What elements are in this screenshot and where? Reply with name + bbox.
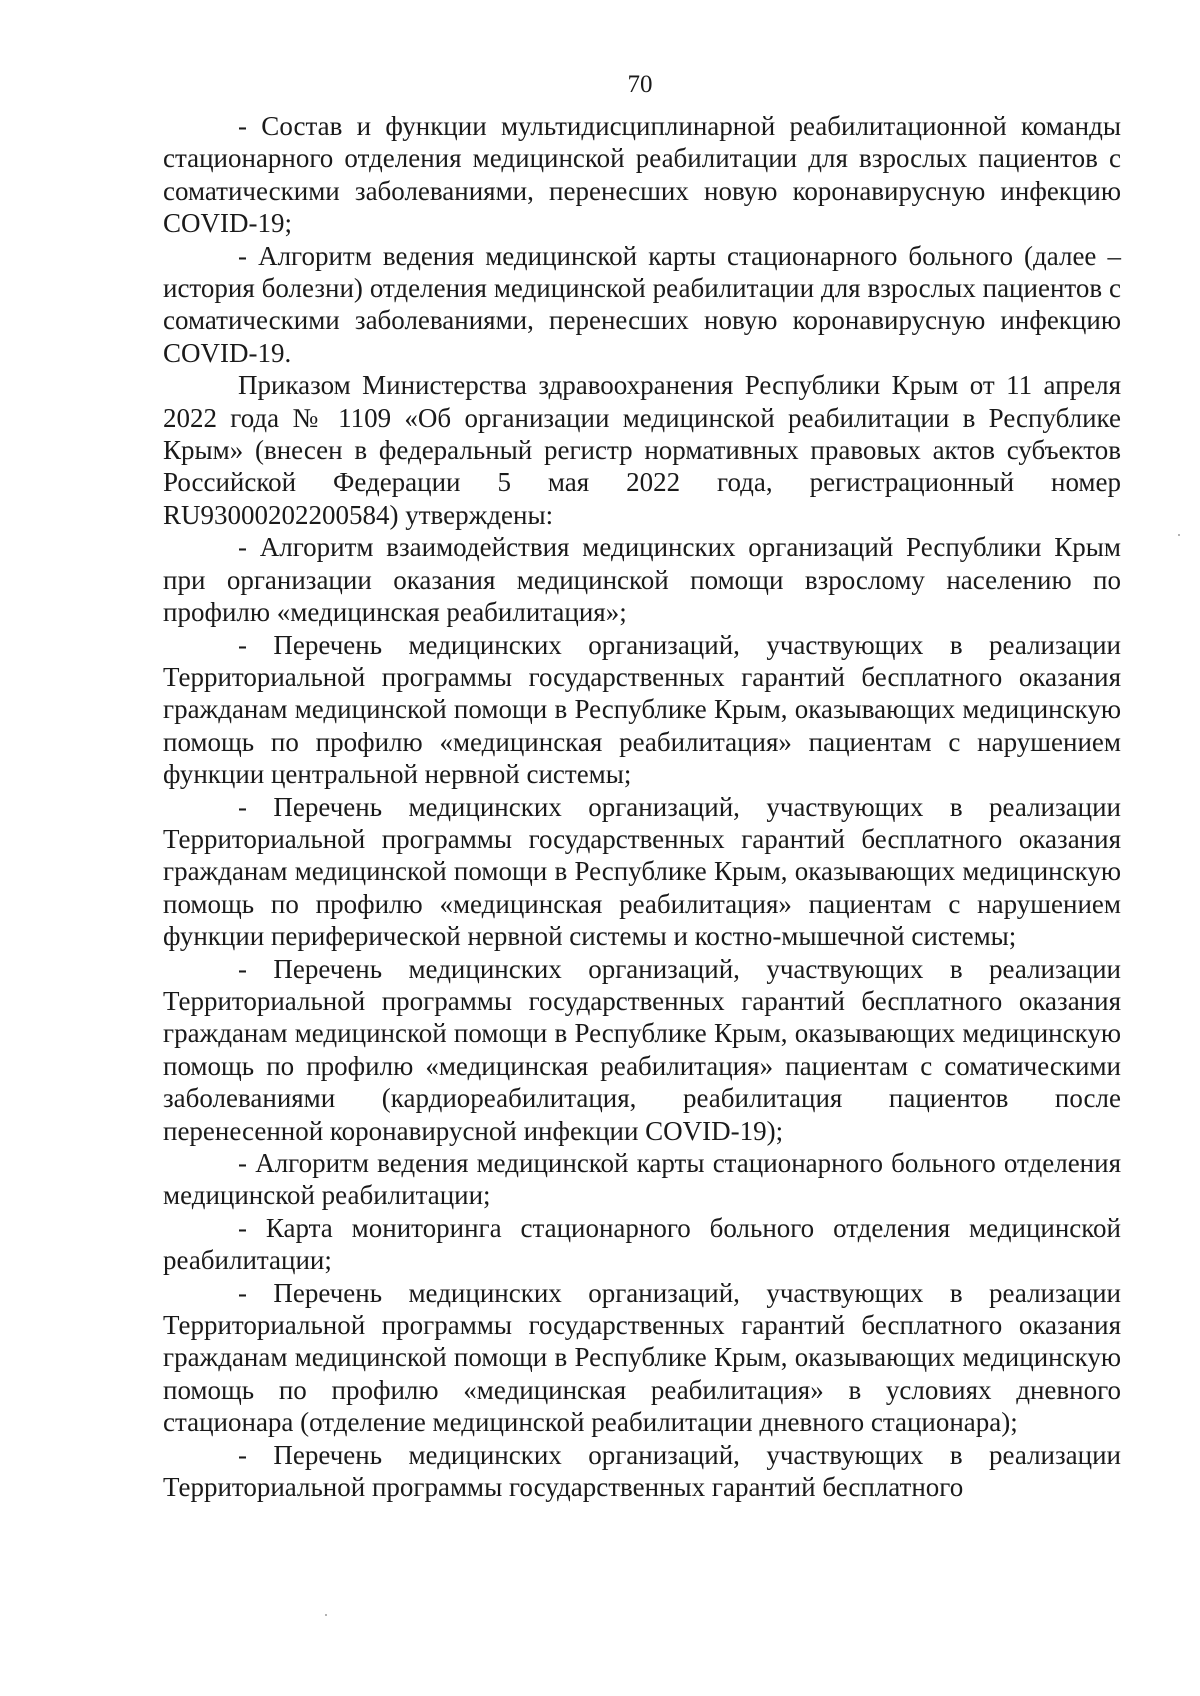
paragraph-list-day-hospital: - Перечень медицинских организаций, участвующих в реализации Территориальной программы государственных гарантий бесплатного оказания гражданам медицинской помощи в Республике Крым, оказывающих медицинскую помощь по профилю «медицинская реабилитация» в условиях дневного стационара (отделение медицинской реабилитации дневного стационара); [163,1277,1121,1438]
page-number: 70 [627,71,653,98]
scan-artifact [325,1614,327,1616]
paragraph-rehab-team-composition: - Состав и функции мультидисциплинарной реабилитационной команды стационарного отделения медицинской реабилитации для взрослых пациентов с соматическими заболеваниями, перенесших новую коронавирусную инфекцию COVID-19; [163,111,1121,239]
paragraph-list-peripheral: - Перечень медицинских организаций, участвующих в реализации Территориальной программы государственных гарантий бесплатного оказания гражданам медицинской помощи в Республике Крым, оказывающих медицинскую помощь по профилю «медицинская реабилитация» пациентам с нарушением функции периферической нервной системы и костно-мышечной системы; [163,791,1121,952]
paragraph-interaction-algorithm: - Алгоритм взаимодействия медицинских организаций Республики Крым при организации оказания медицинской помощи взрослому населению по профилю «медицинская реабилитация»; [163,532,1121,628]
paragraph-record-algorithm: - Алгоритм ведения медицинской карты стационарного больного отделения медицинской реабилитации; [163,1148,1121,1211]
scan-artifact [1178,534,1180,536]
paragraph-list-continued: - Перечень медицинских организаций, участвующих в реализации Территориальной программы государственных гарантий бесплатного [163,1439,1121,1503]
document-body [163,110,1121,1503]
paragraph-list-cns: - Перечень медицинских организаций, участвующих в реализации Территориальной программы государственных гарантий бесплатного оказания гражданам медицинской помощи в Республике Крым, оказывающих медицинскую помощь по профилю «медицинская реабилитация» пациентам с нарушением функции центральной нервной системы; [163,629,1121,790]
paragraph-crimea-order: Приказом Министерства здравоохранения Республики Крым от 11 апреля 2022 года № 1109 «Об организации медицинской реабилитации в Республике Крым» (внесен в федеральный регистр нормативных правовых актов субъектов Российской Федерации 5 мая 2022 года, регистрационный номер RU93000202200584) утверждены: [163,370,1121,530]
paragraph-monitoring-card: - Карта мониторинга стационарного больного отделения медицинской реабилитации; [163,1212,1121,1276]
paragraph-list-somatic: - Перечень медицинских организаций, участвующих в реализации Территориальной программы государственных гарантий бесплатного оказания гражданам медицинской помощи в Республике Крым, оказывающих медицинскую помощь по профилю «медицинская реабилитация» пациентам с соматическими заболеваниями (кардиореабилитация, реабилитация пациентов после перенесенной коронавирусной инфекции COVID-19); [163,953,1121,1146]
paragraph-medical-record-algorithm: - Алгоритм ведения медицинской карты стационарного больного (далее – история болезни) отделения медицинской реабилитации для взрослых пациентов с соматическими заболеваниями, перенесших новую коронавирусную инфекцию COVID-19. [163,240,1121,368]
